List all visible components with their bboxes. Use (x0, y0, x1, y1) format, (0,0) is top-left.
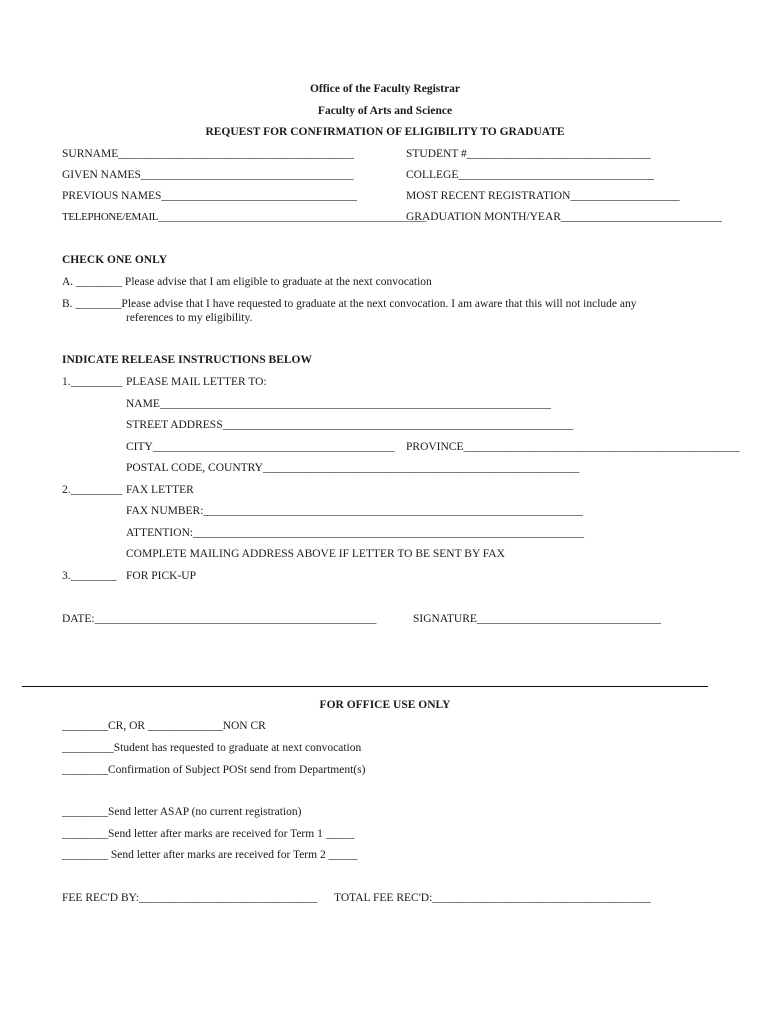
telephone-email-field[interactable]: TELEPHONE/EMAIL____________________________________________________ (62, 211, 426, 223)
form-title: REQUEST FOR CONFIRMATION OF ELIGIBILITY TO GRADUATE (205, 126, 565, 138)
fax-letter-label: FAX LETTER (126, 484, 194, 496)
previous-names-field[interactable]: PREVIOUS NAMES__________________________________ (62, 190, 357, 202)
student-requested-field[interactable]: _________Student has requested to graduate at next convocation (62, 742, 362, 754)
date-field[interactable]: DATE:_________________________________________________ (62, 613, 377, 625)
given-names-field[interactable]: GIVEN NAMES_____________________________________ (62, 169, 354, 181)
release-option-3[interactable]: 3.________ (62, 570, 117, 582)
send-asap-field[interactable]: ________Send letter ASAP (no current registration) (62, 806, 302, 818)
subject-post-confirmation-field[interactable]: ________Confirmation of Subject POSt send from Department(s) (62, 764, 366, 776)
province-field[interactable]: PROVINCE________________________________________________ (406, 441, 740, 453)
cr-noncr-field[interactable]: ________CR, OR _____________NON CR (62, 720, 266, 732)
send-term2-field[interactable]: ________ Send letter after marks are received for Term 2 _____ (62, 849, 358, 861)
release-option-2[interactable]: 2._________ (62, 484, 123, 496)
college-field[interactable]: COLLEGE__________________________________ (406, 169, 654, 181)
postal-country-field[interactable]: POSTAL CODE, COUNTRY_______________________________________________________ (126, 462, 580, 474)
fax-number-field[interactable]: FAX NUMBER:__________________________________________________________________ (126, 505, 583, 517)
street-address-field[interactable]: STREET ADDRESS_____________________________________________________________ (126, 419, 574, 431)
signature-field[interactable]: SIGNATURE________________________________ (413, 613, 661, 625)
office-title: Office of the Faculty Registrar (309, 83, 461, 95)
option-a-eligible[interactable]: A. ________ Please advise that I am eligible to graduate at the next convocation (62, 276, 432, 288)
total-fee-field[interactable]: TOTAL FEE REC'D:______________________________________ (334, 892, 651, 904)
pickup-label: FOR PICK-UP (126, 570, 196, 582)
fee-received-by-field[interactable]: FEE REC'D BY:_______________________________ (62, 892, 318, 904)
option-b-continuation: references to my eligibility. (126, 312, 253, 324)
office-use-heading: FOR OFFICE USE ONLY (319, 699, 451, 711)
mail-name-field[interactable]: NAME____________________________________________________________________ (126, 398, 551, 410)
option-b-requested[interactable]: B. ________Please advise that I have requested to graduate at the next convocation. I am aware that this will not include any (62, 298, 637, 310)
student-number-field[interactable]: STUDENT #________________________________ (406, 148, 651, 160)
release-option-1[interactable]: 1._________ (62, 376, 123, 388)
attention-field[interactable]: ATTENTION:____________________________________________________________________ (126, 527, 585, 539)
fax-address-note: COMPLETE MAILING ADDRESS ABOVE IF LETTER TO BE SENT BY FAX (126, 548, 505, 560)
recent-registration-field[interactable]: MOST RECENT REGISTRATION___________________ (406, 190, 680, 202)
surname-field[interactable]: SURNAME_________________________________________ (62, 148, 354, 160)
section-divider (22, 686, 708, 687)
release-heading: INDICATE RELEASE INSTRUCTIONS BELOW (62, 354, 312, 366)
faculty-title: Faculty of Arts and Science (317, 105, 453, 117)
city-field[interactable]: CITY__________________________________________ (126, 441, 395, 453)
send-term1-field[interactable]: ________Send letter after marks are received for Term 1 _____ (62, 828, 355, 840)
graduation-date-field[interactable]: GRADUATION MONTH/YEAR____________________________ (406, 211, 722, 223)
mail-letter-label: PLEASE MAIL LETTER TO: (126, 376, 267, 388)
check-one-heading: CHECK ONE ONLY (62, 254, 168, 266)
